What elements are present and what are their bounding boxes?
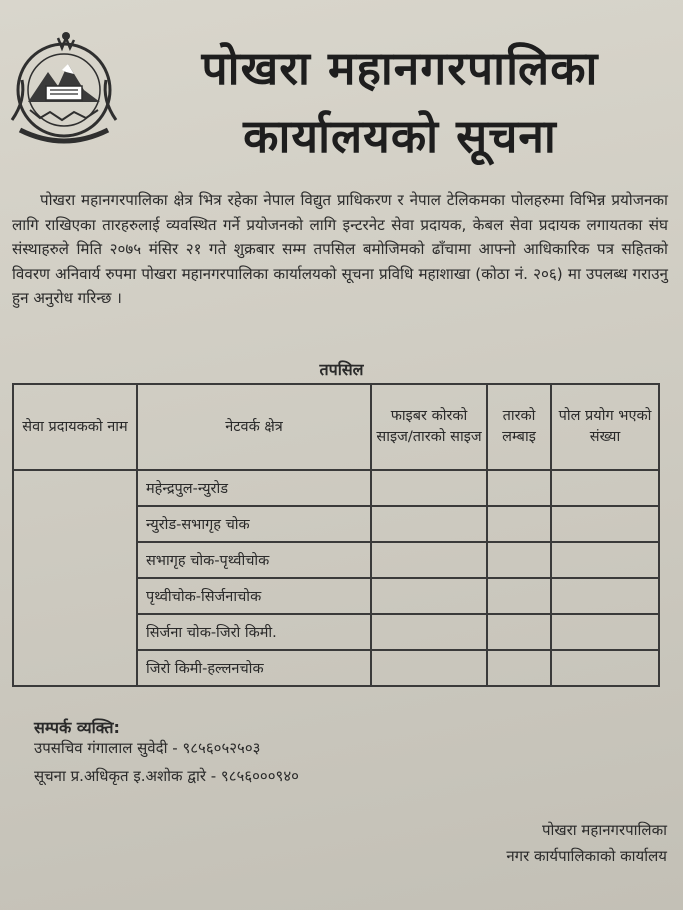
header-pole-count: पोल प्रयोग भएको संख्या — [551, 384, 659, 470]
contact-person-1: उपसचिव गंगालाल सुवेदी - ९८५६०५२५०३ — [34, 739, 261, 757]
fiber-size-cell — [371, 506, 487, 542]
header-provider-name: सेवा प्रदायकको नाम — [13, 384, 137, 470]
network-area-cell: जिरो किमी-हल्लनचोक — [137, 650, 371, 686]
network-area-cell: सभागृह चोक-पृथ्वीचोक — [137, 542, 371, 578]
contact-heading: सम्पर्क व्यक्ति: — [34, 718, 120, 737]
network-area-cell: न्युरोड-सभागृह चोक — [137, 506, 371, 542]
details-table — [12, 383, 660, 687]
pole-count-cell — [551, 506, 659, 542]
table-caption: तपसिल — [319, 360, 364, 379]
provider-name-cell — [13, 470, 137, 686]
fiber-size-cell — [371, 470, 487, 506]
pole-count-cell — [551, 542, 659, 578]
wire-length-cell — [487, 470, 551, 506]
wire-length-cell — [487, 578, 551, 614]
notice-body-paragraph: पोखरा महानगरपालिका क्षेत्र भित्र रहेका नेपाल विद्युत प्राधिकरण र नेपाल टेलिकमका पोलहरुमा विभिन्न प्रयोजनका लागि राखिएका तारहरुलाई व्यवस्थित गर्ने प्रयोजनको लागि इन्टरनेट सेवा प्रदायक, केबल सेवा प्रदायक लगायतका संघ संस्थाहरुले मिति २०७५ मंसिर २१ गते शुक्रबार सम्म तपसिल बमोजिमको ढाँचामा आफ्नो आधिकारिक पत्र सहितको विवरण अनिवार्य रुपमा पोखरा महानगरपालिका कार्यालयको सूचना प्रविधि महाशाखा (कोठा नं. २०६) मा उपलब्ध गराउनु हुन अनुरोध गरिन्छ । — [12, 191, 668, 307]
government-emblem-icon — [6, 30, 122, 146]
contact-person-2: सूचना प्र.अधिकृत इ.अशोक द्वारे - ९८५६०००९४० — [34, 767, 299, 785]
fiber-size-cell — [371, 650, 487, 686]
signature-line2: नगर कार्यपालिकाको कार्यालय — [506, 847, 667, 865]
network-area-cell: महेन्द्रपुल-न्युरोड — [137, 470, 371, 506]
wire-length-cell — [487, 506, 551, 542]
fiber-size-cell — [371, 614, 487, 650]
pole-count-cell — [551, 650, 659, 686]
wire-length-cell — [487, 542, 551, 578]
pole-count-cell — [551, 614, 659, 650]
fiber-size-cell — [371, 542, 487, 578]
pole-count-cell — [551, 470, 659, 506]
header-fiber-size: फाइबर कोरको साइज/तारको साइज — [371, 384, 487, 470]
network-area-cell: पृथ्वीचोक-सिर्जनाचोक — [137, 578, 371, 614]
header-wire-length: तारको लम्बाइ — [487, 384, 551, 470]
fiber-size-cell — [371, 578, 487, 614]
pole-count-cell — [551, 578, 659, 614]
signature-line1: पोखरा महानगरपालिका — [541, 821, 667, 839]
wire-length-cell — [487, 650, 551, 686]
table-row — [13, 470, 659, 506]
wire-length-cell — [487, 614, 551, 650]
notice-title-line2: कार्यालयको सूचना — [243, 109, 557, 163]
header-network-area: नेटवर्क क्षेत्र — [137, 384, 371, 470]
table-header-row — [13, 384, 659, 470]
network-area-cell: सिर्जना चोक-जिरो किमी. — [137, 614, 371, 650]
notice-title-line1: पोखरा महानगरपालिका — [201, 41, 599, 95]
